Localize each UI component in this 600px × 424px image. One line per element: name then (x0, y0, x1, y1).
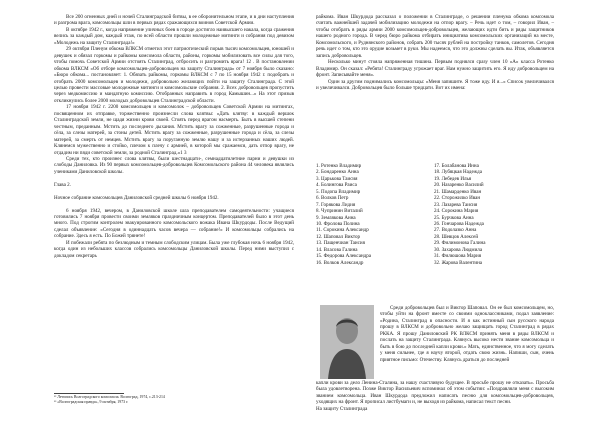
paragraph: 29 октября Пленум обкома ВЛКСМ отметил этот патриотический порыв тысяч комсомольцев, юношей и девушек и обязал горкомы и райкомы комсомола области, районы, горкомы мобилизовать все силы для того, чтобы помочь Советской Армии отстоять Сталинград, отбросить и разгромить врага! 12 . В постановлении обкома ВЛКСМ «Об отборе комсомольцев-добровольцев на защиту Сталинграда» от 7 ноября было сказано: «Бюро обкома... постановляет: 1. Обязать райкомы, горкомы ВЛКСМ с 7 по 15 ноября 1942 г. подобрать и отобрать 2000 комсомольцев и молодежи, добровольно желающих пойти на защиту Сталинграда. С этой целью провести массовые молодежные митинги и комсомольские собрания. 2. Всех добровольцев пропустить через медкомиссию и мандатную комиссию. Отобранных направить в город Камышин...» На этот призыв откликнулись более 2000 молодых добровольцев Сталинградской области. (54, 46, 294, 104)
footnotes (54, 395, 294, 405)
volunteer-name: 4. Болингова Раиса (316, 182, 357, 189)
song-title: На защиту Сталинграда (316, 405, 368, 412)
paragraph: капли крови за дело Ленина-Сталина, за нашу счастливую будущее. В просьбе прошу не отказать». Просьба была удовлетворена. Позже Виктор Васильевич вспоминал об этом событии: «Поздравляли меня с высоким званием комсомольца. Иван Шкурдода предложил написать песню для комсомольцев-добровольцев, уходящих на фронт. Я прописал листбумаги и, не выходя из райкома, написал текст песни. (316, 380, 554, 406)
paragraph: Среди тех, кто произнес слова клятвы, были шестнадцати-, семнадцатилетние парни и девушки из слободы Даниловка. Из 90 первых комсомольцев-добровольцев Комсомольского района 44 человека являлись учениками Даниловской школы. (54, 155, 294, 175)
footnote: ¹³ «Волгоградская правда», 9 октября, 1973 г. (54, 399, 129, 404)
volunteer-name: 7. Горякова Лидия (316, 201, 356, 208)
volunteer-name: 30. Захарова Людмила (434, 246, 483, 253)
paragraph: райкома. Иван Шкурдода рассказал о положении в Сталинграде, о решении пленума обкома комсомола считать важнейшей задачей мобилизацию молодежи на отпор врагу. – Речь идет о том, – говорил Иван, – чтобы отобрать в ряды армии 2000 комсомольцев-добровольцев, желающих идти бить и ряды защитников нашего родного города. В черед бюро райкома отбирать инициатива комсомольских организаций на месте, Комсомольского, и Руднянского районов, собрать 200 тысяч рублей на постройку танков, самолетов. Сегодня речь идет о том, кто это орудие возьмет в руки. Мы надеемся, что это должны сделать вы. Итак, объявляется запись добровольцев. (316, 14, 554, 59)
paragraph: 17 ноября 1942 г. 2200 комсомольцев и комсомолок – добровольцев Советской Армии на митингах, посвященном их отправке, торжественно произнесли слова клятвы: «Дать клятву: в каждый вершок Сталинградской земли, не щадя жизни крови своей. Стоять перед врагом насмерть. Быть в высшей степени честным, преданным. Мстить до последнего дыхания. Мстить врагу за сожженные, разрушенные города и сёла, за слезы матерей, за стоны детей. Мстить врагу за сожженные, разрушенные города и сёла, за слезы матерей, за смерть от немцев. Мстить врагу за поруганную землю нашу и за истерзанных наших людей. Клянемся мужественно и стойко, плечом к плечу с армией, в которой мы сражаемся, дать отпор врагу, не отдадим ни пяди советской земли, за родной Сталинград.»1 3 (54, 104, 294, 156)
volunteer-name: 12. Шаповал Виктор (316, 233, 361, 240)
volunteer-name: 9. Землякова Анна (316, 214, 356, 221)
footnote-divider (54, 393, 124, 394)
volunteer-name: 26. Гончарова Надежда (434, 220, 484, 227)
footnote: ¹² Летопись Волгоградского комсомола. Волгоград, 1974, с.213-214 (54, 395, 165, 399)
volunteer-name: 2. Бондаренко Анна (316, 169, 359, 176)
paragraph: Все 200 огненных дней и ночей Сталинградской битвы, в ее оборонительном этапе, и в дни наступления и разгрома врага, комсомольцы шли в первых рядах сражающихся воинов Советской Армии. (54, 14, 294, 27)
volunteer-row (316, 260, 554, 266)
text-below-photo (316, 380, 554, 412)
volunteer-name: 3. Царькова Таисия (316, 175, 358, 182)
volunteer-name: 22. Сторожилко Иван (434, 195, 481, 202)
volunteer-name: 18. Лубяцкая Надежда (434, 169, 482, 176)
volunteer-name: 10. Фролова Полина (316, 220, 360, 227)
paragraph: 6 ноября 1942, вечером, в Даниловской школе шла преподавателем самодеятельности: учащиеся готовились 7 ноября провести своими земляков праздничным концертом. Преподавателей было в этот день много. Под строгим контролем эвакуированного комсомольского вожака Ивана Шкурдоды. После Ведущий сделал объявление: «Сегодня в одиннадцать часов вечера — собрание!» И комсомольцы собрались на собрание. Здесь я есть. По Божей трянете! (54, 207, 294, 240)
volunteer-name: 23. Лазарева Таисия (434, 201, 478, 208)
volunteer-name: 28. Шевцов Алексей (434, 233, 479, 240)
volunteer-name: 32. Жарова Валентина (434, 259, 483, 266)
volunteer-name: 20. Назаренко Василий (434, 182, 484, 189)
right-column (316, 14, 554, 91)
volunteer-name: 5. Подопа Владимир (316, 188, 361, 195)
paragraph: И побежали ребята по безлюдным и темным слободским улицам. Была уже глубокая ночь 6 ноября 1942, когда один из небольших классов собрались комсомольцы Даниловской школы. Перед ними выступил с докладом секретарь (54, 239, 294, 259)
volunteer-name: 25. Бурчкова Анна (434, 214, 474, 221)
volunteer-name: 15. Федорова Александра (316, 253, 371, 260)
volunteer-name: 29. Филимонова Галина (434, 240, 486, 247)
paragraph: В октябре 1942 г., когда напряжение уличных боев в городе достигло наивысшего накала, когда сражения велись за каждый дом, каждый этаж, по всей области прошли молодежные митинги и собрания под девизом «Молодежь на защиту Сталинграда!» (54, 26, 294, 46)
text-beside-photo (380, 305, 554, 363)
volunteer-name: 6. Волков Петр (316, 195, 349, 202)
portrait-photo-icon (320, 305, 374, 379)
volunteer-name: 11. Сорокина Александр (316, 227, 369, 234)
volunteer-name: 19. Лебедев Илья (434, 175, 472, 182)
volunteer-name: 31. Филюшова Мария (434, 253, 482, 260)
volunteer-name: 13. Пащенчиан Таисия (316, 240, 365, 247)
portrait-photo (320, 305, 374, 379)
chapter-heading: Глава 2. (54, 181, 71, 188)
volunteer-name: 16. Волков Александр (316, 259, 364, 266)
section-title: Ночное собрание комсомольцев Даниловской средней школы 6 ноября 1942. (54, 194, 219, 201)
volunteer-list (316, 163, 554, 266)
volunteer-name: 21. Шамарденко Иван (434, 188, 482, 195)
volunteer-name: 24. Сорокина Мария (434, 208, 479, 215)
volunteer-name: 27. Водолазко Анна (434, 227, 477, 234)
volunteer-name: 1. Ротенко Владимир (316, 163, 362, 169)
volunteer-name: 8. Чупринин Виталий (316, 208, 363, 215)
volunteer-name: 17. Болабанова Инна (434, 163, 479, 169)
paragraph: Один за другим поднимались комсомольцы: «Меня запишите. Я тоже иду. И я...» Список увеличивался и увеличивался. Добровольцев было больше тридцати. Вот их имена: (316, 78, 554, 91)
paragraph: Несколько минут стояла напряженная тишина. Первым поднялся сразу член 10 «А» класса Ротенко Владимир. Он сказал: «Ребята! Сталинграду угрожает враг. Нам нужно защитить его. Я иду добровольцем на фронт. Записывайте меня». (316, 59, 554, 79)
paragraph: Среди добровольцев был и Виктор Шаповал. Он ее был комсомольцем, но, чтобы уйти на фронт вместе со своими одноклассниками, подал заявление: «Родина, Сталинград в опасности. И я как истинный сын русского народа прошу в ВЛКСМ и добровольно желаю защищать город Сталинград в рядах РККА. Я прошу Даниловский РК ВЛКСМ принять меня в ряды ВЛКСМ и послать на защиту Сталинграда. Клянусь высоко нести звание комсомольца и быть в бою до последней капли крови.» Мать, единственное, что я могу сделать у меня сильнее, где я научу второй, отдать свою жизнь. Напиши, сын, очень приятное письмо: Отечеству. Клянусь драться до последней (380, 305, 554, 363)
left-column (54, 14, 294, 259)
volunteer-name: 14. Власова Галина (316, 246, 358, 253)
